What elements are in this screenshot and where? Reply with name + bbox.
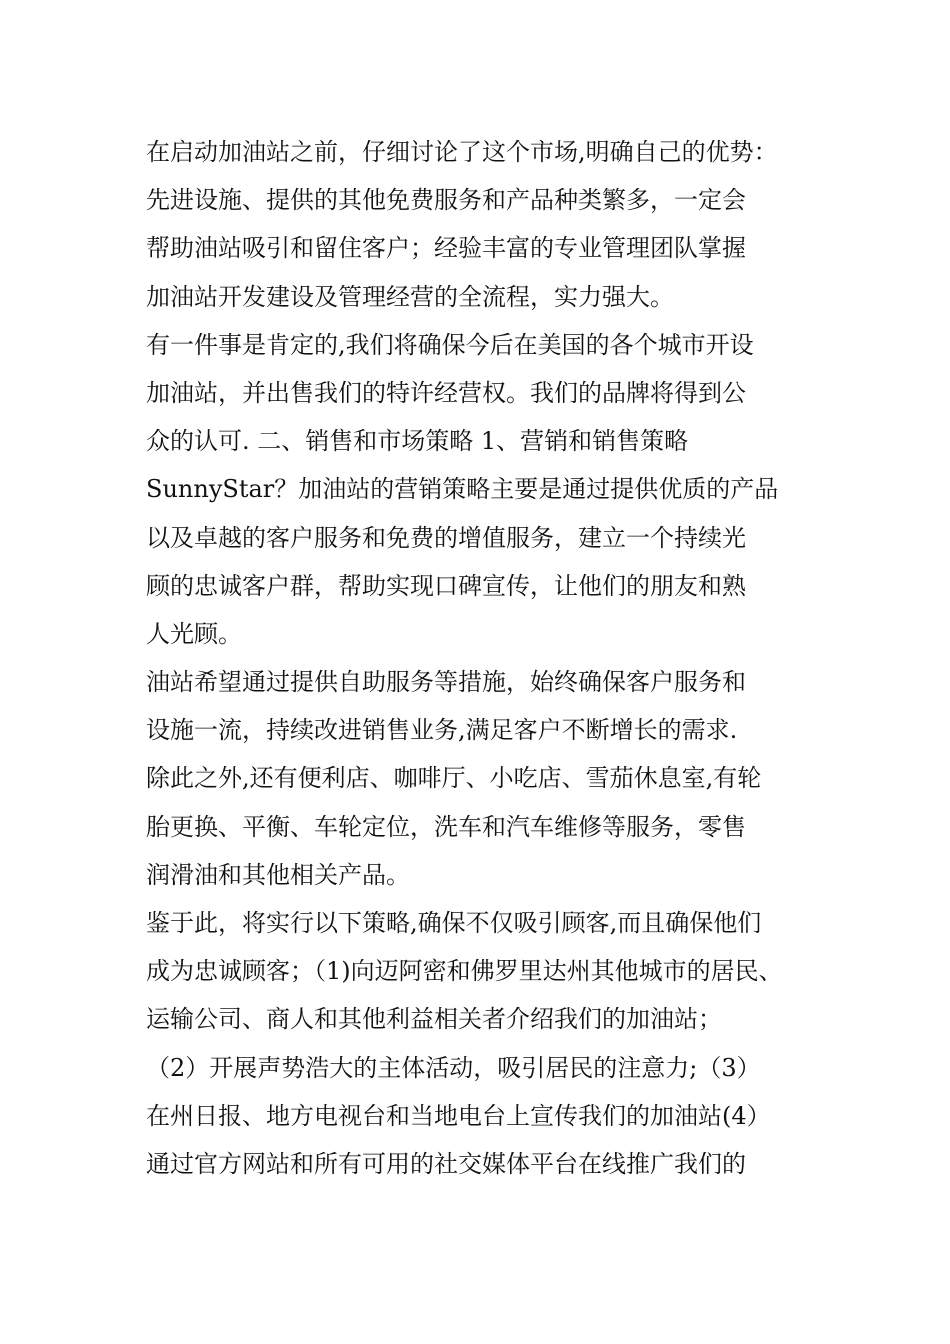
text-line: 胎更换、平衡、车轮定位，洗车和汽车维修等服务，零售	[146, 812, 746, 841]
text-line: 加油站，并出售我们的特许经营权。我们的品牌将得到公	[146, 378, 746, 407]
text-line: 运输公司、商人和其他利益相关者介绍我们的加油站；	[146, 1005, 722, 1034]
text-line: 先进设施、提供的其他免费服务和产品种类繁多，一定会	[146, 186, 746, 215]
text-line: 在启动加油站之前，仔细讨论了这个市场,明确自己的优势：	[146, 138, 778, 166]
text-line: 在州日报、地方电视台和当地电台上宣传我们的加油站(4）	[146, 1101, 771, 1130]
text-line: 鉴于此，将实行以下策略,确保不仅吸引顾客,而且确保他们	[146, 909, 762, 937]
text-line: 众的认可. 二、销售和市场策略 1、营销和销售策略	[146, 427, 689, 456]
text-line: 顾的忠诚客户群，帮助实现口碑宣传，让他们的朋友和熟	[146, 571, 746, 600]
text-line: 有一件事是肯定的,我们将确保今后在美国的各个城市开设	[146, 330, 754, 359]
document-body	[146, 128, 826, 1188]
text-line: SunnyStar？加油站的营销策略主要是通过提供优质的产品	[146, 475, 779, 504]
text-line: 帮助油站吸引和留住客户；经验丰富的专业管理团队掌握	[146, 234, 746, 263]
text-line: 成为忠诚顾客；（1)向迈阿密和佛罗里达州其他城市的居民、	[146, 957, 783, 986]
text-line: 人光顾。	[146, 619, 242, 648]
text-line: 除此之外,还有便利店、咖啡厅、小吃店、雪茄休息室,有轮	[146, 764, 762, 793]
text-line: 以及卓越的客户服务和免费的增值服务，建立一个持续光	[146, 523, 746, 552]
text-line: 油站希望通过提供自助服务等措施，始终确保客户服务和	[146, 668, 746, 697]
text-line: 设施一流，持续改进销售业务,满足客户不断增长的需求.	[146, 716, 738, 745]
text-line: 加油站开发建设及管理经营的全流程，实力强大。	[146, 282, 674, 311]
text-line: 润滑油和其他相关产品。	[146, 860, 410, 889]
text-line: 通过官方网站和所有可用的社交媒体平台在线推广我们的	[146, 1149, 746, 1178]
text-line: （2）开展声势浩大的主体活动，吸引居民的注意力;（3）	[146, 1053, 761, 1082]
